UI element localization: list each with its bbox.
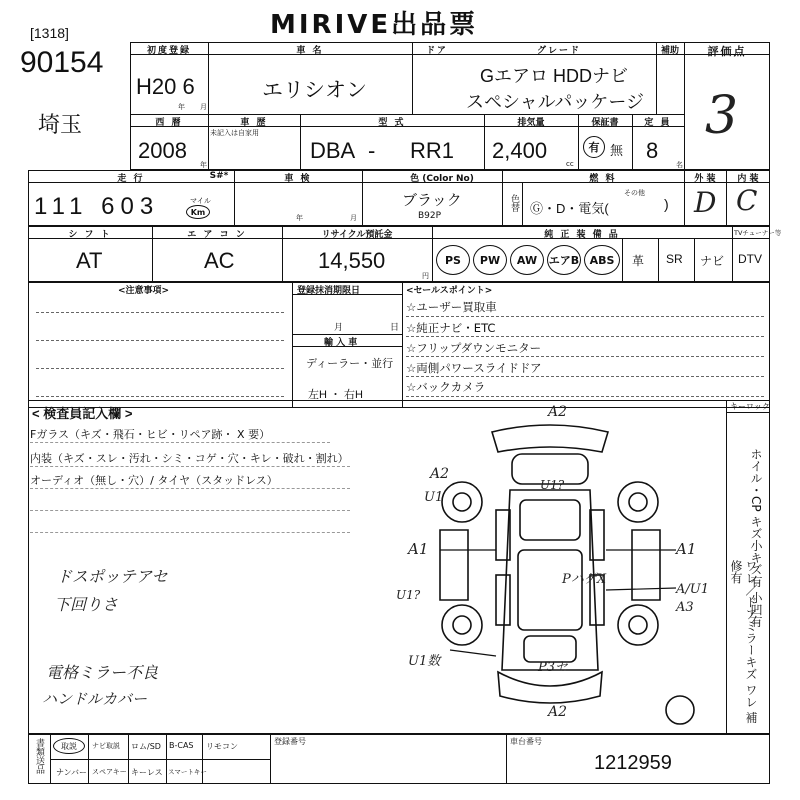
equip-leather: 革 xyxy=(632,254,645,268)
damage-mark-hood: U1? xyxy=(540,478,565,492)
inspector-glass: Fガラス（キズ・飛石・ヒビ・リペア跡・ X 要） xyxy=(30,428,271,441)
first-reg-label: 初度登録 xyxy=(146,46,191,56)
reg-month: 月 xyxy=(334,323,344,333)
import-label: 輸 入 車 xyxy=(324,338,358,348)
color-code: B92P xyxy=(418,211,442,221)
equipment-extra: TVチューナー等 xyxy=(734,229,782,237)
first-reg-year-suffix: 年 xyxy=(178,103,185,111)
damage-mark-right-rear: A/U1 xyxy=(676,582,709,597)
fuel-close: ) xyxy=(664,196,669,212)
history-label: 車 歴 xyxy=(240,118,268,128)
inspection-label: 車 検 xyxy=(284,174,312,184)
notes-section xyxy=(28,282,770,408)
sales-label: <セールスポイント> xyxy=(406,286,493,296)
equipment-label: 純 正 装 備 品 xyxy=(544,230,620,240)
handwritten-note-1: ドスポッテアセ xyxy=(56,567,168,586)
doc-spare-key: スペアキー xyxy=(92,768,127,776)
fuel-other: その他 xyxy=(624,189,645,197)
damage-mark-right-rear-2: A3 xyxy=(676,600,694,615)
recycle-label: リサイクル預託金 xyxy=(321,230,393,240)
aux-label: 補助 xyxy=(660,46,679,56)
car-diagram xyxy=(400,410,720,730)
name-label: 車 名 xyxy=(296,46,324,56)
model-label: 型 式 xyxy=(378,118,406,128)
equip-sunroof: SR xyxy=(666,252,683,266)
year-label: 西 暦 xyxy=(155,118,183,128)
warranty-label: 保証書 xyxy=(591,118,619,128)
sales-point-4: ☆両側パワースライドドア xyxy=(406,361,542,375)
damage-mark-left-front: A2 xyxy=(430,466,450,482)
handwritten-note-2: 下回りさ xyxy=(54,595,119,614)
interior-label: 内 装 xyxy=(737,174,759,184)
odometer-label: S#* xyxy=(209,171,229,181)
shift-label: シ フ ト xyxy=(68,230,112,240)
warranty-no: 無 xyxy=(610,143,624,158)
damage-mark-left-door: A1 xyxy=(408,540,429,558)
damage-mark-roof: PハゲX xyxy=(562,572,607,587)
equip-ps: PS xyxy=(436,245,470,275)
mileage-label: 走 行 xyxy=(117,174,145,184)
damage-mark-rear-bumper: P3セ xyxy=(538,660,569,675)
capacity-suffix: 名 xyxy=(676,161,683,169)
color-label: 色 (Color No) xyxy=(410,174,474,184)
capacity-label: 定 員 xyxy=(644,118,672,128)
steering-option: 左H ・ 右H xyxy=(308,389,363,401)
score-value: 3 xyxy=(705,86,739,146)
doc-remote: リモコン xyxy=(206,742,238,751)
equip-dtv: DTV xyxy=(738,252,762,266)
displacement-label: 排気量 xyxy=(517,118,545,128)
dealer-option: ディーラー・並行 xyxy=(306,358,394,370)
damage-mark-right-door: A1 xyxy=(676,540,697,558)
chassis-label: 車台番号 xyxy=(510,737,542,746)
model-dash: - xyxy=(368,138,376,163)
inspector-label: < 検査員記入欄 > xyxy=(32,406,133,421)
lot-code: [1318] xyxy=(30,25,69,41)
grade-line2: スペシャルパッケージ xyxy=(466,92,645,112)
mirror-notes: ワレ／ドアミラーキズ ワレ 補修有 xyxy=(729,560,758,724)
lot-region: 埼玉 xyxy=(38,112,83,137)
ac-label: エ ア コ ン xyxy=(187,230,247,240)
keylock-label: キーロック xyxy=(730,402,770,411)
caution-label: <注意事項> xyxy=(118,286,170,296)
equip-pw: PW xyxy=(473,245,507,275)
damage-mark-left-bottom: U1数 xyxy=(408,654,441,669)
vehicle-name: エリシオン xyxy=(262,79,367,102)
doc-navi-manual: ナビ取説 xyxy=(92,742,120,750)
equip-abs: ABS xyxy=(584,245,620,275)
doc-bcas: B-CAS xyxy=(169,741,194,750)
inspector-audio-tire: オーディオ（無し・穴）/ タイヤ（スタッドレス） xyxy=(30,474,278,487)
cc-suffix: cc xyxy=(566,160,574,168)
exterior-label: 外 装 xyxy=(694,174,716,184)
docs-label: 書類送品 xyxy=(34,738,44,774)
equip-navi: ナビ xyxy=(700,254,725,268)
fuel-label: 燃 料 xyxy=(589,174,617,184)
grade-label: グレード xyxy=(536,46,581,56)
score-label: 評価点 xyxy=(707,45,747,58)
fuel-options: Ⓖ・D・電気( xyxy=(530,201,609,216)
equip-aw: AW xyxy=(510,245,544,275)
reg-deadline-label: 登録抹消期限日 xyxy=(297,286,361,296)
wheel-notes: ホイル・CP キズ小キズ有 小凹有 xyxy=(749,448,763,628)
model-value: RR1 xyxy=(410,138,455,163)
mile-label: マイル xyxy=(190,197,211,205)
doc-plate: ナンバー xyxy=(56,768,88,777)
reg-day: 日 xyxy=(390,323,400,333)
inspection-month: 月 xyxy=(350,214,357,222)
recycle-value: 14,550 xyxy=(318,248,386,273)
exterior-grade: D xyxy=(694,186,717,219)
reg-number-label: 登録番号 xyxy=(274,737,306,746)
handwritten-note-4: ハンドルカバー xyxy=(42,690,148,708)
inspection-year: 年 xyxy=(296,214,303,222)
year-value: 2008 xyxy=(138,138,187,163)
damage-mark-rear: A2 xyxy=(548,704,568,720)
history-note: 未記入は自家用 xyxy=(210,129,259,137)
document-title: MIRIVE出品票 xyxy=(270,10,479,40)
sales-point-5: ☆バックカメラ xyxy=(406,380,486,394)
damage-mark-front: A2 xyxy=(548,404,568,420)
ac-value: AC xyxy=(204,248,235,273)
damage-mark-left-front-2: U1 xyxy=(424,490,444,505)
model-prefix: DBA xyxy=(310,138,356,163)
shift-value: AT xyxy=(76,248,103,273)
damage-mark-left-rear: U1? xyxy=(396,588,421,602)
yen-suffix: 円 xyxy=(422,272,429,280)
grade-line1: Gエアロ HDDナビ xyxy=(480,66,628,86)
doc-keyless: キーレス xyxy=(131,768,163,777)
km-unit: Km xyxy=(186,205,210,219)
displacement-value: 2,400 xyxy=(492,138,548,163)
equip-airbag: エアB xyxy=(547,245,581,275)
chassis-number: 1212959 xyxy=(594,752,672,774)
handwritten-note-3: 電格ミラー不良 xyxy=(46,663,159,682)
warranty-yes: 有 xyxy=(583,136,605,158)
lot-number: 90154 xyxy=(20,46,104,79)
doc-smart-key: スマートキー xyxy=(168,768,207,776)
doc-manual: 取説 xyxy=(53,738,85,754)
interior-grade: C xyxy=(736,184,758,217)
color-value: ブラック xyxy=(402,192,462,209)
door-label: ドア xyxy=(426,46,448,56)
inspector-interior: 内装（キズ・スレ・汚れ・シミ・コゲ・穴・キレ・破れ・割れ） xyxy=(30,452,349,465)
sales-point-2: ☆純正ナビ・ETC xyxy=(406,321,496,335)
year-suffix: 年 xyxy=(200,161,207,169)
sales-point-3: ☆フリップダウンモニター xyxy=(406,341,542,355)
first-reg-month-suffix: 月 xyxy=(200,103,207,111)
mileage-value: 111 603 xyxy=(34,193,160,220)
sales-point-1: ☆ユーザー買取車 xyxy=(406,300,497,314)
doc-rom-sd: ロム/SD xyxy=(131,742,161,751)
color-change-label: 色替 xyxy=(509,194,519,212)
capacity-value: 8 xyxy=(646,138,659,163)
first-reg-value: H20 6 xyxy=(136,74,195,99)
